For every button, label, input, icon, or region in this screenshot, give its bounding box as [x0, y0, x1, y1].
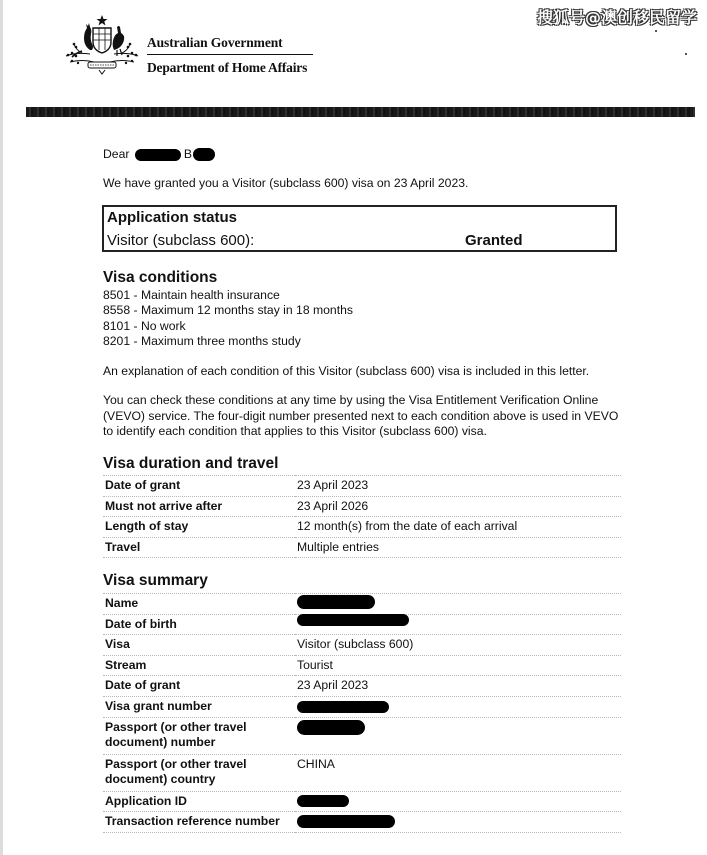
- redacted-value: [297, 795, 349, 807]
- table-row: [103, 655, 621, 676]
- application-status-title: Application status: [107, 209, 238, 226]
- table-row: [103, 476, 621, 497]
- row-value: CHINA: [295, 754, 621, 791]
- commonwealth-coat-of-arms-icon: [62, 14, 142, 76]
- table-row: [103, 812, 621, 833]
- scan-speck: [685, 53, 687, 55]
- redacted-value: [297, 720, 365, 735]
- table-row: [103, 754, 621, 791]
- row-label: Travel: [103, 537, 295, 558]
- row-label: Visa: [103, 635, 295, 656]
- scan-speck: [655, 30, 657, 32]
- row-label: Passport (or other travel document) country: [103, 754, 295, 791]
- visa-summary-heading: Visa summary: [103, 572, 208, 589]
- surname-initial: B: [183, 147, 192, 161]
- row-label: Visa grant number: [103, 696, 295, 717]
- application-status-label: Visitor (subclass 600):: [107, 232, 255, 249]
- row-label: Length of stay: [103, 517, 295, 538]
- row-value: Visitor (subclass 600): [295, 635, 621, 656]
- visa-conditions-heading: Visa conditions: [103, 269, 218, 286]
- table-row: [103, 496, 621, 517]
- table-row: [103, 517, 621, 538]
- visa-duration-table: [103, 475, 621, 558]
- row-value: [295, 717, 621, 754]
- table-row: [103, 635, 621, 656]
- row-value: [295, 696, 621, 717]
- row-label: Name: [103, 594, 295, 615]
- row-label: Date of birth: [103, 614, 295, 635]
- row-label: Application ID: [103, 791, 295, 812]
- condition-item: 8558 - Maximum 12 months stay in 18 months: [103, 303, 353, 318]
- row-value: [295, 594, 621, 615]
- table-row: [103, 717, 621, 754]
- redacted-value: [297, 701, 389, 713]
- branding-divider: [147, 54, 313, 55]
- page-edge: [0, 0, 3, 855]
- condition-item: 8201 - Maximum three months study: [103, 333, 301, 348]
- row-label: Transaction reference number: [103, 812, 295, 833]
- conditions-explanation: An explanation of each condition of this Visitor (subclass 600) visa is included in this letter.: [103, 364, 590, 378]
- application-status-box: [102, 205, 617, 252]
- condition-item: 8501 - Maintain health insurance: [103, 288, 280, 302]
- table-row: [103, 791, 621, 812]
- row-label: Date of grant: [103, 476, 295, 497]
- row-label: Must not arrive after: [103, 496, 295, 517]
- table-row: [103, 614, 621, 635]
- visa-duration-heading: Visa duration and travel: [103, 455, 279, 472]
- condition-item: 8101 - No work: [103, 318, 186, 333]
- visa-conditions-list: [103, 288, 353, 349]
- redacted-value: [297, 815, 395, 828]
- redacted-surname: [193, 148, 215, 161]
- source-watermark: 搜狐号@澳创移民留学: [537, 8, 698, 27]
- header-banner-bar: [26, 107, 695, 117]
- row-value: [295, 812, 621, 833]
- row-value: Tourist: [295, 655, 621, 676]
- table-row: [103, 676, 621, 697]
- salutation: Dear: [103, 147, 130, 161]
- row-value: Multiple entries: [295, 537, 621, 558]
- row-value: 23 April 2023: [295, 676, 621, 697]
- salutation-line: [103, 147, 215, 161]
- visa-summary-table: [103, 593, 621, 833]
- row-label: Date of grant: [103, 676, 295, 697]
- row-value: 23 April 2026: [295, 496, 621, 517]
- row-value: [295, 614, 621, 635]
- table-row: [103, 696, 621, 717]
- row-value: [295, 791, 621, 812]
- department-name: Department of Home Affairs: [147, 60, 308, 75]
- redacted-value: [297, 595, 375, 609]
- government-branding: [147, 35, 313, 76]
- grant-intro: We have granted you a Visitor (subclass 600) visa on 23 April 2023.: [103, 176, 469, 190]
- government-name: Australian Government: [147, 35, 283, 50]
- application-status-value: Granted: [465, 232, 523, 249]
- table-row: [103, 537, 621, 558]
- table-row: [103, 594, 621, 615]
- row-value: 12 month(s) from the date of each arrival: [295, 517, 621, 538]
- redacted-value: [297, 614, 409, 626]
- row-label: Stream: [103, 655, 295, 676]
- row-value: 23 April 2023: [295, 476, 621, 497]
- redacted-given-name: [135, 149, 181, 161]
- vevo-note: You can check these conditions at any time by using the Visa Entitlement Verification Online (VEVO) service. The four-digit number presented next to each condition above is used in VEVO to identify each condition that applies to this Visitor (subclass 600) visa.: [103, 393, 619, 439]
- row-label: Passport (or other travel document) number: [103, 717, 295, 754]
